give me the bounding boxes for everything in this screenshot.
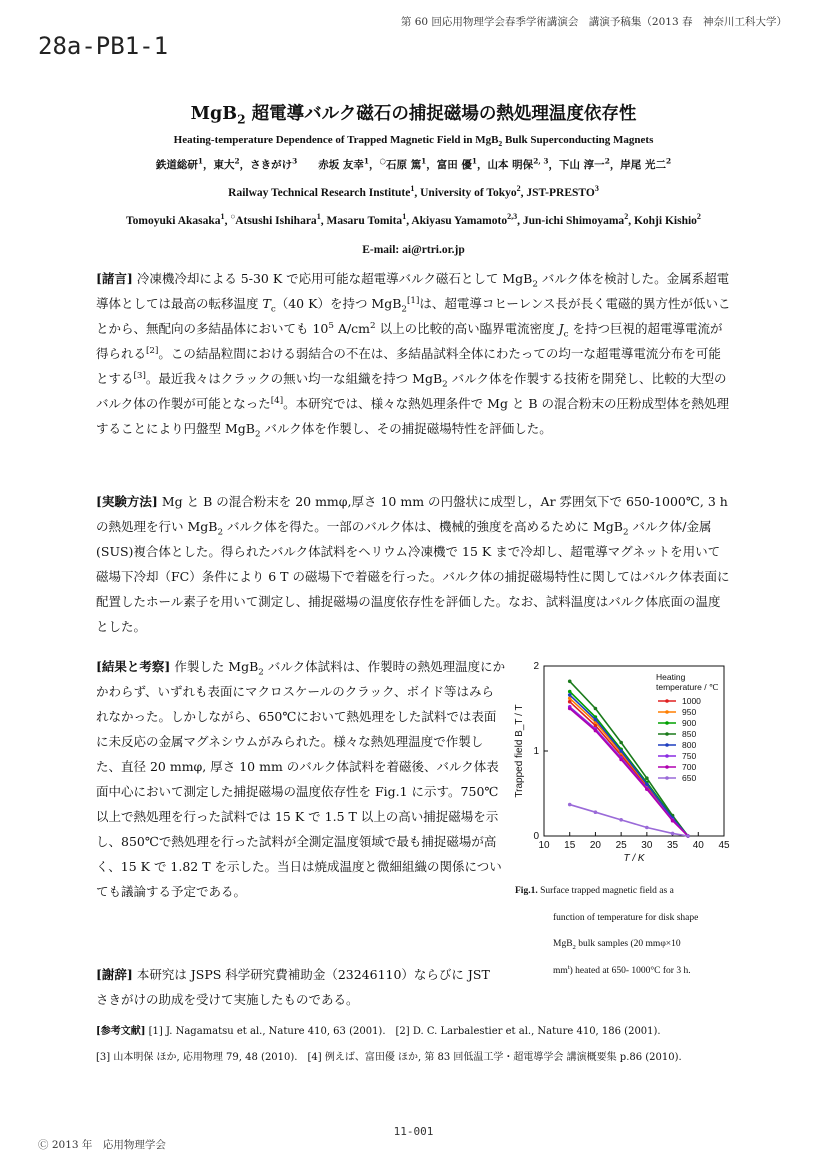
- x-tick-label: 20: [589, 840, 601, 851]
- legend-label-650: 650: [682, 773, 697, 783]
- data-point-850: [568, 680, 572, 684]
- references-label: [参考文献]: [96, 1026, 146, 1037]
- data-point-700: [619, 758, 623, 762]
- data-point-650: [594, 810, 598, 814]
- series-line-650: [570, 805, 688, 836]
- data-point-650: [686, 834, 690, 838]
- y-axis-label: Trapped field B_T / T: [514, 704, 525, 798]
- x-tick-label: 10: [538, 840, 550, 851]
- legend-marker-900: [665, 721, 669, 725]
- y-tick-label: 0: [533, 831, 539, 842]
- x-axis-label: T / K: [623, 853, 645, 864]
- legend-label-950: 950: [682, 707, 697, 717]
- legend-marker-650: [665, 776, 669, 780]
- legend-label-900: 900: [682, 718, 697, 728]
- ack-section: [謝辞] 本研究は JSPS 科学研究費補助金（23246110）ならびに JST さきがけの助成を受けて実施したものである。: [96, 967, 490, 1007]
- data-point-650: [619, 818, 623, 822]
- authors-ja: 鉄道総研$^1$，東大$^2$，さきがけ$^3$ 赤坂 友幸$^1$，○石原 篤$^1$，富田 優$^1$，山本 明保$^{2, 3}$，下山 淳一$^2$，岸尾 光二$^2$: [155, 156, 672, 171]
- results-section: [結果と考察] 作製した MgB$_2$ バルク体試料は、作製時の熱処理温度にかかわらず、いずれも表面にマクロスケールのクラック、ボイド等はみられなかった。しかしながら、650℃において熱処理をした試料では表面に未反応の金属マグネシウムがみられた。様々な熱処理温度で作製した、直径 20 mmφ, 厚さ 10 mm のバルク体試料を着磁後、バルク体表面中心において測定した捕捉磁場の温度依存性を Fig.1 に示す。750℃以上で熱処理を行った試料では 15 K で 1.5 T 以上の高い捕捉磁場を示し、850℃で熱処理を行った試料が全測定温度領域で最も捕捉磁場が高く、15 K で 1.82 T を示した。当日は焼成温度と微細組織の関係についても議論する予定である。: [96, 659, 506, 899]
- references-line-2: [3] 山本明保 ほか, 応用物理 79, 48 (2010). [4] 例えば、富田優 ほか, 第 83 回低温工学・超電導学会 講演概要集 p.86 (2010).: [96, 1052, 682, 1063]
- legend-marker-800: [665, 743, 669, 747]
- caption-line-1: Fig.1. Surface trapped magnetic field as a: [515, 886, 674, 896]
- data-point-650: [671, 832, 675, 836]
- legend-title-2: temperature / ℃: [656, 682, 719, 692]
- paper-code: 28a-PB1-1: [38, 32, 169, 60]
- intro-label: [諸言]: [96, 271, 133, 286]
- conference-header: 第 60 回応用物理学会春季学術講演会 講演予稿集（2013 春 神奈川工科大学）: [400, 16, 787, 28]
- email: E-mail: ai@rtri.or.jp: [362, 244, 465, 256]
- x-tick-label: 25: [615, 840, 627, 851]
- y-tick-label: 2: [533, 661, 539, 672]
- legend-label-800: 800: [682, 740, 697, 750]
- legend-label-850: 850: [682, 729, 697, 739]
- figure-caption: [515, 878, 735, 984]
- methods-section: [実験方法] Mg と B の混合粉末を 20 mmφ,厚さ 10 mm の円盤状に成型し，Ar 雰囲気下で 650-1000℃, 3 h の熱処理を行い MgB$_2$ バルク体を得た。一部のバルク体は、機械的強度を高めるために MgB$_2$ バルク体/金属(SUS)複合体とした。得られたバルク体試料をヘリウム冷凍機で 15 K まで冷却し、超電導マグネットを用いて磁場下冷却（FC）条件により 6 T の磁場下で着磁を行った。バルク体の捕捉磁場特性に関してはバルク体表面に配置したホール素子を用いて測定し、捕捉磁場の温度依存性を評価した。なお、試料温度はバルク体底面の温度とした。: [96, 494, 730, 634]
- ack-label: [謝辞]: [96, 967, 133, 982]
- title-en: Heating-temperature Dependence of Trapped Magnetic Field in MgB$_2$ Bulk Superconducting Magnets: [173, 134, 654, 149]
- authors-en: Tomoyuki Akasaka$^1$, ○Atsushi Ishihara$^1$, Masaru Tomita$^1$, Akiyasu Yamamoto$^{2,3}$, Jun-ichi Shimoyama$^2$, Kohji Kishio$^2$: [126, 212, 701, 227]
- x-tick-label: 30: [641, 840, 653, 851]
- caption-line-3: MgB$_2$ bulk samples (20 mmφ×10: [553, 939, 681, 951]
- data-point-900: [568, 690, 572, 694]
- legend-marker-700: [665, 765, 669, 769]
- intro-section: [諸言] 冷凍機冷却による 5-30 K で応用可能な超電導バルク磁石として MgB$_2$ バルク体を検討した。金属系超電導体としては最高の転移温度 $T_c(40$ K）を持つ MgB$_2$[1]は、超電導コヒーレンス長が長く電磁的異方性が低いことから、無配向の多結晶体においても $10^5$ $A/cm^2$ 以上の比較的高い臨界電流密度 $J_c$ を持つ巨視的超電導電流が得られる[2]。この結晶粒間における弱結合の不在は、多結晶試料全体にわたっての均一な超電導電流分布を可能とする[3]。最近我々はクラックの無い均一な組織を持つ MgB$_2$ バルク体を作製する技術を開発し、比較的大型のバルク体の作製が可能となった[4]。本研究では、様々な熱処理条件で Mg と B の混合粉末の圧粉成型体を熱処理することにより円盤型 MgB$_2$ バルク体を作製し、その捕捉磁場特性を評価した。: [96, 271, 731, 440]
- results-label: [結果と考察]: [96, 659, 171, 674]
- page-number: 11-001: [393, 1125, 434, 1138]
- data-point-800: [568, 693, 572, 697]
- legend-title: Heating: [656, 672, 686, 682]
- data-point-650: [568, 803, 572, 807]
- data-point-700: [671, 819, 675, 823]
- data-point-850: [619, 741, 623, 745]
- data-point-800: [645, 782, 649, 786]
- legend-marker-1000: [665, 699, 669, 703]
- copyright: Ⓒ 2013 年 応用物理学会: [38, 1139, 166, 1151]
- data-point-700: [645, 787, 649, 791]
- affiliations: Railway Technical Research Institute$^1$, University of Tokyo$^2$, JST-PRESTO$^3$: [228, 184, 599, 199]
- y-tick-label: 1: [533, 746, 539, 757]
- data-point-800: [619, 749, 623, 753]
- legend-label-750: 750: [682, 751, 697, 761]
- caption-line-2: function of temperature for disk shape: [553, 912, 699, 923]
- methods-label: [実験方法]: [96, 494, 158, 509]
- data-point-850: [594, 707, 598, 711]
- legend-marker-950: [665, 710, 669, 714]
- trapped-field-chart: [506, 656, 736, 866]
- data-point-850: [645, 776, 649, 780]
- legend-marker-750: [665, 754, 669, 758]
- legend-label-1000: 1000: [682, 696, 701, 706]
- data-point-700: [568, 707, 572, 711]
- series-line-700: [570, 709, 688, 837]
- data-point-700: [594, 729, 598, 733]
- caption-line-4: $mm^t$) heated at 650- 1000°C for 3 h.: [553, 963, 691, 976]
- x-tick-label: 40: [692, 840, 704, 851]
- x-tick-label: 15: [564, 840, 576, 851]
- title-ja: MgB$_2$ 超電導バルク磁石の捕捉磁場の熱処理温度依存性: [190, 104, 637, 127]
- x-tick-label: 45: [718, 840, 730, 851]
- x-tick-label: 35: [667, 840, 679, 851]
- data-point-800: [594, 718, 598, 722]
- legend-label-700: 700: [682, 762, 697, 772]
- references-line-1: [参考文献] [1] J. Nagamatsu et al., Nature 410, 63 (2001). [2] D. C. Larbalestier et al., Nature 410, 186 (2001).: [96, 1026, 661, 1037]
- data-point-650: [645, 826, 649, 830]
- legend-marker-850: [665, 732, 669, 736]
